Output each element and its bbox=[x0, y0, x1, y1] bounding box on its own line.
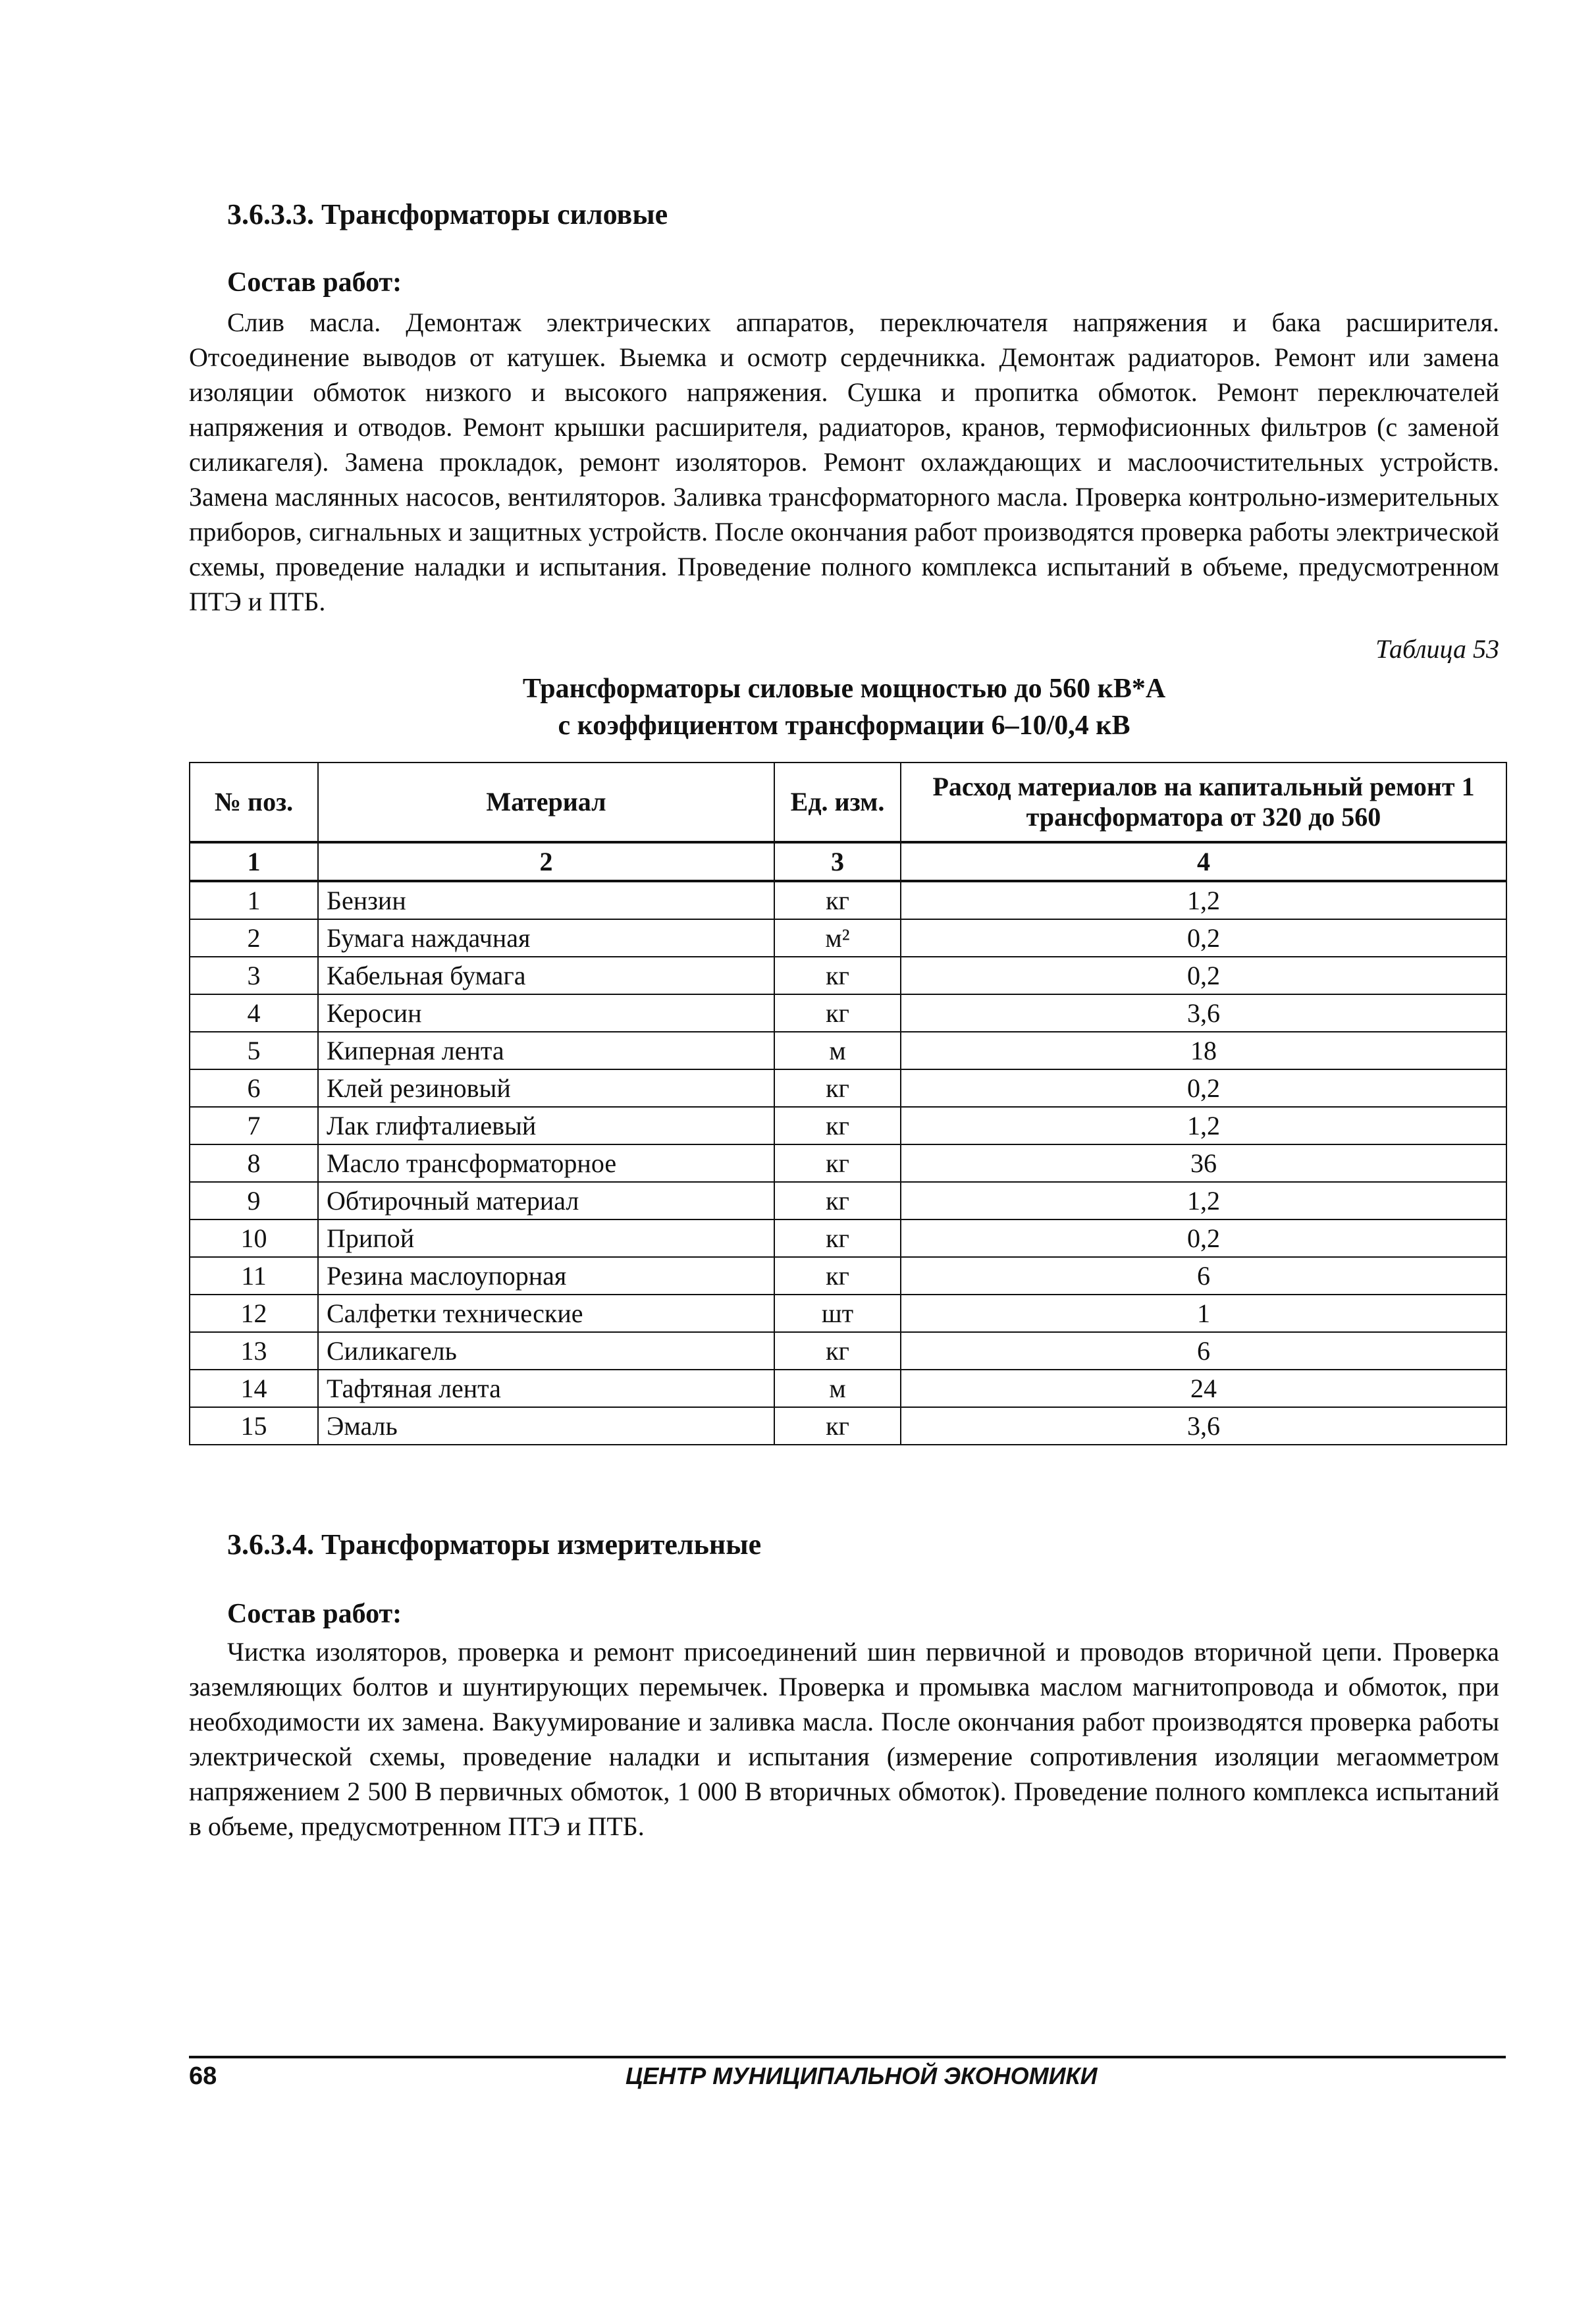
table-row bbox=[190, 1182, 1506, 1219]
row-pos: 8 bbox=[190, 1144, 318, 1182]
table-number-label: Таблица 53 bbox=[1375, 634, 1499, 664]
row-value: 0,2 bbox=[901, 957, 1506, 994]
section-title-power-transformers: 3.6.3.3. Трансформаторы силовые bbox=[227, 198, 668, 230]
row-unit: кг bbox=[774, 1219, 901, 1257]
row-value: 0,2 bbox=[901, 919, 1506, 957]
column-number: 1 bbox=[190, 842, 318, 881]
row-value: 24 bbox=[901, 1370, 1506, 1407]
row-value: 6 bbox=[901, 1257, 1506, 1295]
row-pos: 10 bbox=[190, 1219, 318, 1257]
row-pos: 2 bbox=[190, 919, 318, 957]
row-value: 0,2 bbox=[901, 1219, 1506, 1257]
row-pos: 5 bbox=[190, 1032, 318, 1069]
table-row bbox=[190, 1407, 1506, 1445]
row-value: 1,2 bbox=[901, 881, 1506, 919]
table-body bbox=[190, 881, 1506, 1445]
column-number: 2 bbox=[318, 842, 774, 881]
row-pos: 13 bbox=[190, 1332, 318, 1370]
row-value: 0,2 bbox=[901, 1069, 1506, 1107]
row-material: Керосин bbox=[318, 994, 774, 1032]
row-unit: кг bbox=[774, 1182, 901, 1219]
row-material: Масло трансформаторное bbox=[318, 1144, 774, 1182]
row-unit: кг bbox=[774, 1407, 901, 1445]
row-unit: м bbox=[774, 1370, 901, 1407]
table-row bbox=[190, 1370, 1506, 1407]
row-material: Салфетки технические bbox=[318, 1295, 774, 1332]
work-scope-text: Слив масла. Демонтаж электрических аппаратов, переключателя напряжения и бака расширителя. Отсоединение выводов от катушек. Выемка и осмотр сердечникка. Демонтаж радиаторов. Ремонт или замена изоляции обмоток низкого и высокого напряжения. Сушка и пропитка обмоток. Ремонт переключателей напряжения и отводов. Ремонт крышки расширителя, радиаторов, кранов, термофисионных фильтров (с заменой силикагеля). Замена прокладок, ремонт изоляторов. Ремонт охлаждающих и маслоочистительных устройств. Замена маслянных насосов, вентиляторов. Заливка трансформаторного масла. Проверка контрольно-измерительных приборов, сигнальных и защитных устройств. После окончания работ производятся проверка работы электрической схемы, проведение наладки и испытания. Проведение полного комплекса испытаний в объеме, предусмотренном ПТЭ и ПТБ. bbox=[189, 308, 1499, 616]
row-pos: 9 bbox=[190, 1182, 318, 1219]
header-material: Материал bbox=[318, 763, 774, 842]
row-pos: 14 bbox=[190, 1370, 318, 1407]
work-scope-heading: Состав работ: bbox=[227, 267, 402, 298]
table-row bbox=[190, 1144, 1506, 1182]
column-number: 4 bbox=[901, 842, 1506, 881]
header-consumption: Расход материалов на капитальный ремонт 1 трансформатора от 320 до 560 bbox=[901, 763, 1506, 842]
row-value: 18 bbox=[901, 1032, 1506, 1069]
table-row bbox=[190, 1069, 1506, 1107]
row-unit: кг bbox=[774, 1107, 901, 1144]
work-scope-heading-2: Состав работ: bbox=[227, 1599, 402, 1629]
row-value: 6 bbox=[901, 1332, 1506, 1370]
row-unit: кг bbox=[774, 1069, 901, 1107]
table-row bbox=[190, 994, 1506, 1032]
table-header-row bbox=[190, 763, 1506, 842]
row-material: Клей резиновый bbox=[318, 1069, 774, 1107]
row-pos: 15 bbox=[190, 1407, 318, 1445]
header-pos: № поз. bbox=[190, 763, 318, 842]
page-number: 68 bbox=[189, 2062, 217, 2090]
row-material: Эмаль bbox=[318, 1407, 774, 1445]
row-unit: м² bbox=[774, 919, 901, 957]
row-pos: 6 bbox=[190, 1069, 318, 1107]
row-value: 3,6 bbox=[901, 994, 1506, 1032]
row-pos: 1 bbox=[190, 881, 318, 919]
table-caption-line-1: Трансформаторы силовые мощностью до 560 кВ*А bbox=[522, 674, 1166, 704]
materials-table bbox=[189, 762, 1507, 1445]
table-row bbox=[190, 957, 1506, 994]
table-row bbox=[190, 1032, 1506, 1069]
row-unit: кг bbox=[774, 1144, 901, 1182]
row-pos: 11 bbox=[190, 1257, 318, 1295]
row-material: Кабельная бумага bbox=[318, 957, 774, 994]
footer-divider bbox=[189, 2056, 1506, 2058]
row-material: Тафтяная лента bbox=[318, 1370, 774, 1407]
column-number-row bbox=[190, 842, 1506, 881]
section-title-measuring-transformers: 3.6.3.4. Трансформаторы измерительные bbox=[227, 1528, 762, 1561]
row-unit: шт bbox=[774, 1295, 901, 1332]
row-value: 1 bbox=[901, 1295, 1506, 1332]
row-unit: кг bbox=[774, 1257, 901, 1295]
row-value: 1,2 bbox=[901, 1182, 1506, 1219]
row-pos: 4 bbox=[190, 994, 318, 1032]
row-material: Силикагель bbox=[318, 1332, 774, 1370]
row-unit: кг bbox=[774, 1332, 901, 1370]
table-caption bbox=[189, 670, 1499, 744]
row-material: Обтирочный материал bbox=[318, 1182, 774, 1219]
row-material: Киперная лента bbox=[318, 1032, 774, 1069]
row-pos: 7 bbox=[190, 1107, 318, 1144]
work-scope-text-2: Чистка изоляторов, проверка и ремонт присоединений шин первичной и проводов вторичной цепи. Проверка заземляющих болтов и шунтирующих перемычек. Проверка и промывка маслом магнитопровода и обмоток, при необходимости их замена. Вакуумирование и заливка масла. После окончания работ производятся проверка работы электрической схемы, проведение наладки и испытания (измерение сопротивления изоляции мегаомметром напряжением 2 500 В первичных обмоток, 1 000 В вторичных обмоток). Проведение полного комплекса испытаний в объеме, предусмотренном ПТЭ и ПТБ. bbox=[189, 1637, 1499, 1841]
table-row bbox=[190, 1219, 1506, 1257]
row-pos: 12 bbox=[190, 1295, 318, 1332]
row-material: Бумага наждачная bbox=[318, 919, 774, 957]
row-unit: кг bbox=[774, 957, 901, 994]
row-material: Бензин bbox=[318, 881, 774, 919]
table-row bbox=[190, 881, 1506, 919]
row-unit: кг bbox=[774, 994, 901, 1032]
row-material: Резина маслоупорная bbox=[318, 1257, 774, 1295]
table-row bbox=[190, 1295, 1506, 1332]
row-value: 1,2 bbox=[901, 1107, 1506, 1144]
row-material: Припой bbox=[318, 1219, 774, 1257]
table-caption-line-2: с коэффициентом трансформации 6–10/0,4 кВ bbox=[558, 710, 1130, 741]
table-row bbox=[190, 1257, 1506, 1295]
table-row bbox=[190, 1332, 1506, 1370]
header-unit: Ед. изм. bbox=[774, 763, 901, 842]
column-number: 3 bbox=[774, 842, 901, 881]
row-unit: м bbox=[774, 1032, 901, 1069]
table-row bbox=[190, 919, 1506, 957]
row-value: 3,6 bbox=[901, 1407, 1506, 1445]
row-material: Лак глифталиевый bbox=[318, 1107, 774, 1144]
row-value: 36 bbox=[901, 1144, 1506, 1182]
row-pos: 3 bbox=[190, 957, 318, 994]
row-unit: кг bbox=[774, 881, 901, 919]
table-row bbox=[190, 1107, 1506, 1144]
footer-organization: ЦЕНТР МУНИЦИПАЛЬНОЙ ЭКОНОМИКИ bbox=[625, 2062, 1098, 2089]
